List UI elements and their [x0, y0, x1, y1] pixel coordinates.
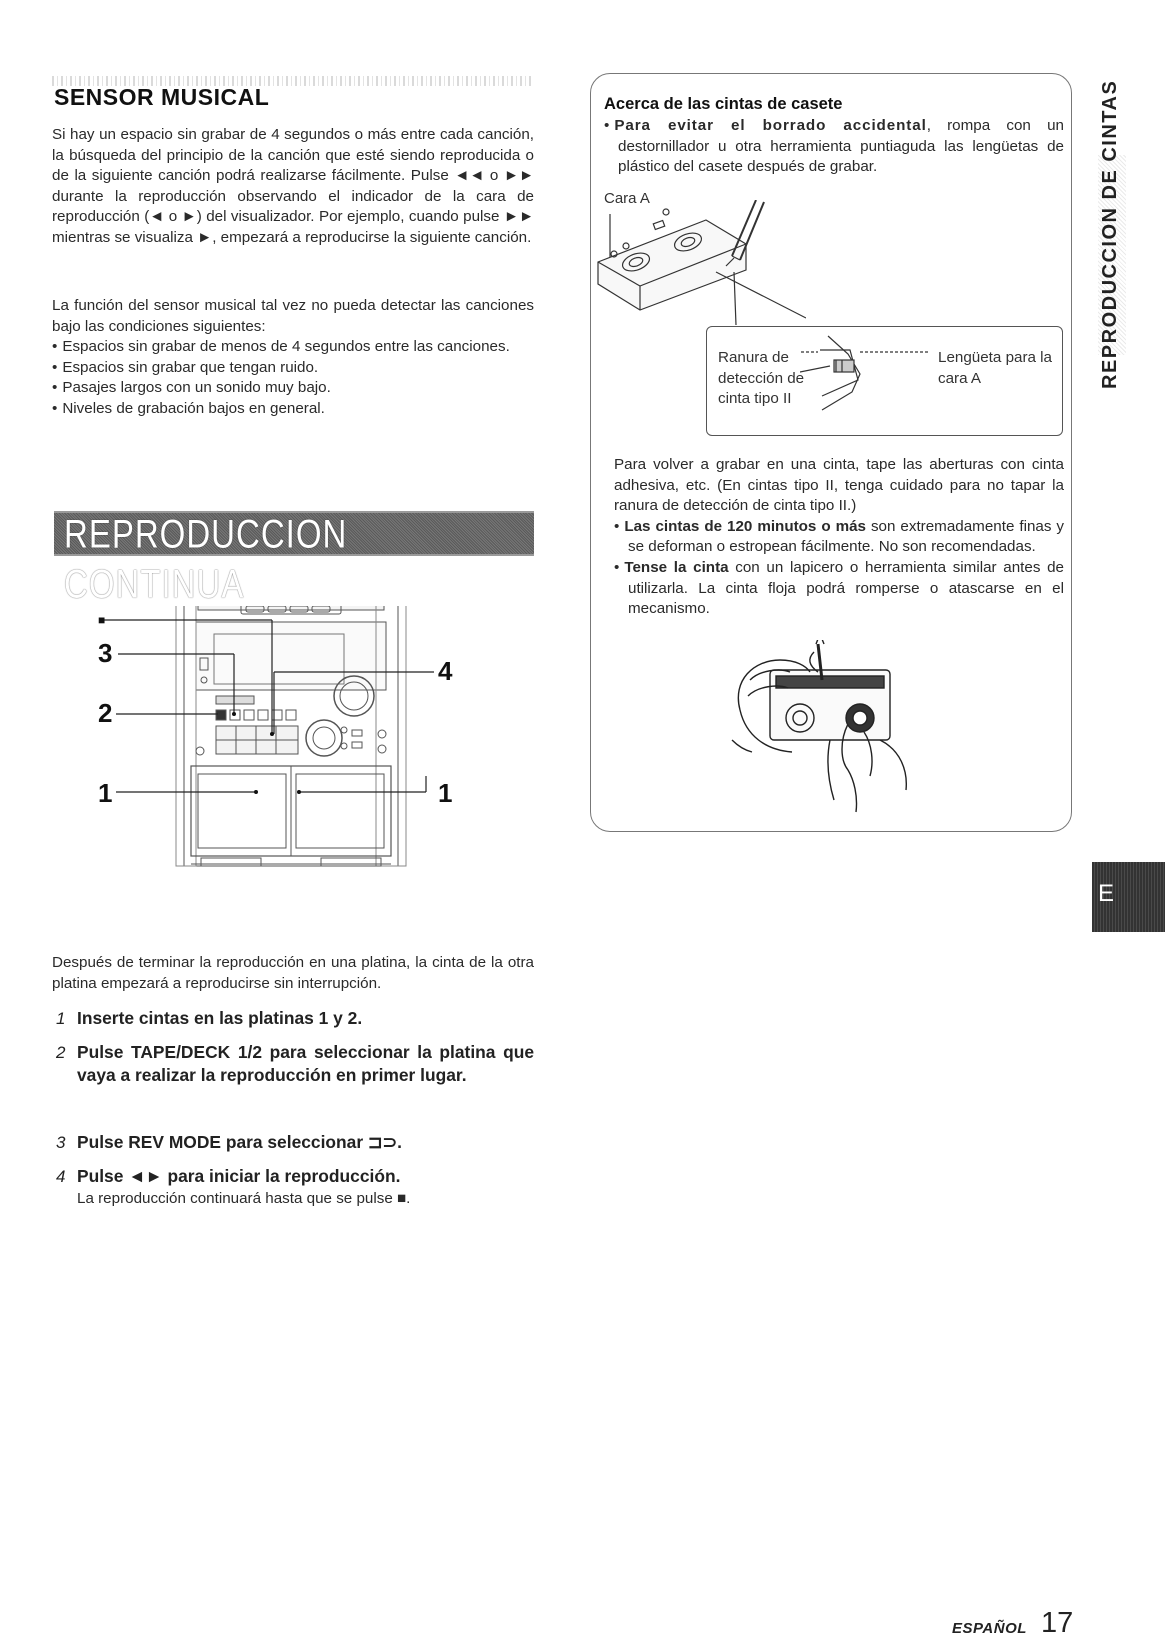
step-text: Inserte cintas en las platinas 1 y 2.: [77, 1008, 363, 1028]
page-number: 17: [1041, 1607, 1074, 1639]
bullet-lead: Para evitar el borrado accidental: [614, 117, 927, 134]
label-detection-slot: Ranura de detección de cinta tipo II: [718, 349, 805, 408]
sensor-conditions: [52, 296, 534, 420]
cassette-illustration: [596, 200, 806, 325]
list-item: [614, 517, 1064, 558]
sensor-paragraph-1: Si hay un espacio sin grabar de 4 segundos o más entre cada canción, la búsqueda del principio de la canción que esté siendo reproducida o de la siguiente canción podrá realizarse fácilmente. Pulse ◄◄ o ►► durante la reproducción observando el indicador de la cara de reproducción (◄ o ►) del visualizador. Por ejemplo, cuando pulse ►► mientras se visualiza ►, empezará a reproducirse la siguiente canción.: [52, 126, 534, 246]
tab-closeup-illustration: [800, 330, 940, 420]
footer-language: ESPAÑOL: [952, 1620, 1027, 1637]
tapes-bullet-1: [604, 116, 1064, 178]
step-text: Pulse REV MODE para seleccionar ⊐⊃.: [77, 1132, 402, 1152]
stereo-unit-diagram: [96, 606, 496, 910]
tapes-box-title: Acerca de las cintas de casete: [604, 95, 843, 113]
record-paragraph: Para volver a grabar en una cinta, tape las aberturas con cinta adhesiva, etc. (En cintas tipo II, tenga cuidado para no tapar la ranura de detección de cinta tipo II.): [614, 456, 1064, 515]
cara-a-label: Cara A: [604, 190, 650, 207]
bullet-rest: con un lapicero o herramienta similar antes de utilizarla. La cinta floja podrá romperse o atascarse en el mecanismo.: [628, 558, 1064, 618]
bullet-lead: Las cintas de 120 minutos o más: [624, 517, 866, 535]
bullet-rest: , rompa con un destornillador u otra herramienta puntiaguda las lengüetas de plástico del casete después de grabar.: [618, 117, 1064, 176]
diagram-label-4: 4: [438, 656, 453, 686]
list-item: • Espacios sin grabar de menos de 4 segundos entre las canciones.: [52, 337, 534, 358]
language-tab: [1092, 862, 1165, 932]
list-item: [604, 116, 1064, 178]
section-title-sensor: SENSOR MUSICAL: [54, 84, 270, 110]
sensor-bullet-list: [52, 337, 534, 419]
tapes-bullet-list: [614, 517, 1064, 620]
bullet-lead: Tense la cinta: [624, 558, 729, 576]
list-item: • Niveles de grabación bajos en general.: [52, 399, 534, 420]
language-letter: E: [1098, 880, 1115, 907]
step-1: [56, 1007, 534, 1030]
step-4: [56, 1165, 534, 1188]
step-number: 4: [56, 1167, 66, 1186]
step-text: Pulse TAPE/DECK 1/2 para seleccionar la platina que vaya a realizar la reproducción en primer lugar.: [77, 1042, 534, 1085]
diagram-label-stop: ■: [98, 613, 106, 627]
bullet-rest: son extremadamente finas y se deforman o estropean fácilmente. No son recomendadas.: [628, 517, 1064, 556]
continuous-intro: Después de terminar la reproducción en una platina, la cinta de la otra platina empezará a reproducirse sin interrupción.: [52, 954, 534, 992]
diagram-label-1-left: 1: [98, 778, 113, 808]
banner-title: REPRODUCCION CONTINUA: [64, 510, 348, 607]
hands-tensioning-tape-illustration: [730, 640, 940, 820]
diagram-label-3: 3: [98, 638, 113, 668]
side-section-tab: [1097, 74, 1123, 394]
step-number: 1: [56, 1009, 66, 1028]
side-section-text: REPRODUCCION DE CINTAS: [1099, 79, 1121, 389]
list-item: • Pasajes largos con un sonido muy bajo.: [52, 378, 534, 399]
section-banner-continuous: [54, 510, 534, 607]
label-side-a-tab: Lengüeta para la cara A: [938, 349, 1053, 387]
diagram-label-1-right: 1: [438, 778, 453, 808]
step-number: 3: [56, 1133, 66, 1152]
sensor-paragraph-2: La función del sensor musical tal vez no pueda detectar las canciones bajo las condiciones siguientes:: [52, 297, 534, 335]
step-2: [56, 1041, 534, 1087]
list-item: • Espacios sin grabar que tengan ruido.: [52, 358, 534, 379]
tapes-body: [614, 455, 1064, 620]
step-number: 2: [56, 1043, 66, 1062]
step-3: [56, 1131, 534, 1154]
step-text: Pulse ◄► para iniciar la reproducción.: [77, 1166, 401, 1186]
list-item: [614, 558, 1064, 620]
step-4-note: La reproducción continuará hasta que se pulse ■.: [77, 1190, 411, 1207]
diagram-label-2: 2: [98, 698, 113, 728]
